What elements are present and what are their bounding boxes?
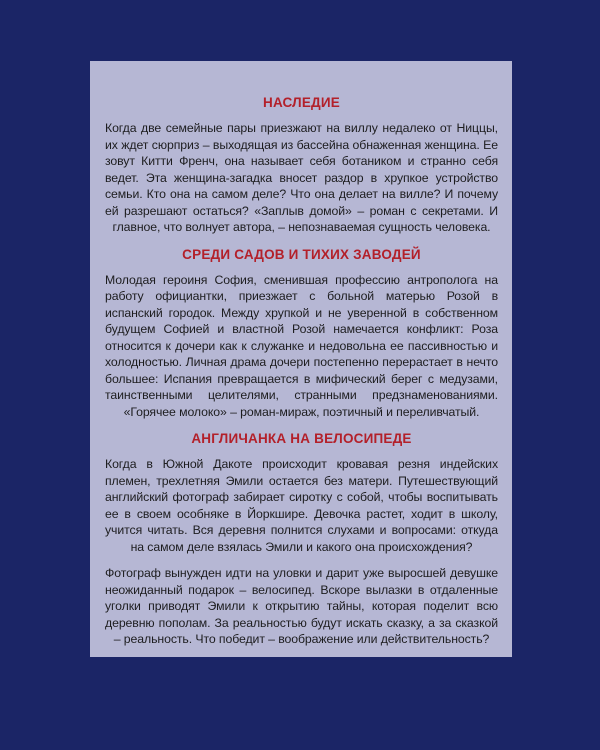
section-sredi-sadov <box>105 247 498 421</box>
section-title: СРЕДИ САДОВ И ТИХИХ ЗАВОДЕЙ <box>182 246 421 262</box>
section-nasledie <box>105 95 498 236</box>
section-paragraph: Фотограф вынужден идти на уловки и дарит уже выросшей девушке неожиданный подарок – велосипед. Вскоре вылазки в отдаленные уголки приводят Эмили к открытию тайны, которая поделит всю деревню пополам. За реальностью будут искать сказку, а за сказкой – реальность. Что победит – воображение или действительность? <box>105 566 498 646</box>
section-title: НАСЛЕДИЕ <box>263 95 340 110</box>
section-title: АНГЛИЧАНКА НА ВЕЛОСИПЕДЕ <box>191 431 412 446</box>
text-panel <box>90 61 512 657</box>
section-anglichanka <box>105 431 498 648</box>
section-paragraph: Когда две семейные пары приезжают на виллу недалеко от Ниццы, их ждет сюрприз – выходящая из бассейна обнаженная женщина. Ее зовут Китти Френч, она называет себя ботаником и странно себя ведет. Эта женщина-загадка вносет раздор в хрупкое устройство семьи. Кто она на самом деле? Что она делает на вилле? И почему ей разрешают остаться? «Заплыв домой» – роман с секретами. И главное, что волнует автора, – непознаваемая сущность человека. <box>105 121 498 234</box>
section-paragraph: Молодая героиня София, сменившая профессию антрополога на работу официантки, приезжает с больной матерью Розой в испанский городок. Между хрупкой и не уверенной в собственном будущем Софией и властной Розой намечается конфликт: Роза относится к дочери как к служанке и недовольна ее пассивностью и холодностью. Личная драма дочери постепенно перерастает в нечто большее: Испания превращается в мифический берег с медузами, таинственными целителями, странными предзнаменованиями. «Горячее молоко» – роман-мираж, поэтичный и переливчатый. <box>105 272 498 419</box>
section-paragraph: Когда в Южной Дакоте происходит кровавая резня индейских племен, трехлетняя Эмили остается без матери. Путешествующий английский фотограф забирает сиротку с собой, чтобы воспитывать ее в своем особняке в Йоркшире. Девочка растет, ходит в школу, учится читать. Вся деревня полнится слухами и вопросами: откуда на самом деле взялась Эмили и какого она происхождения? <box>105 457 498 554</box>
